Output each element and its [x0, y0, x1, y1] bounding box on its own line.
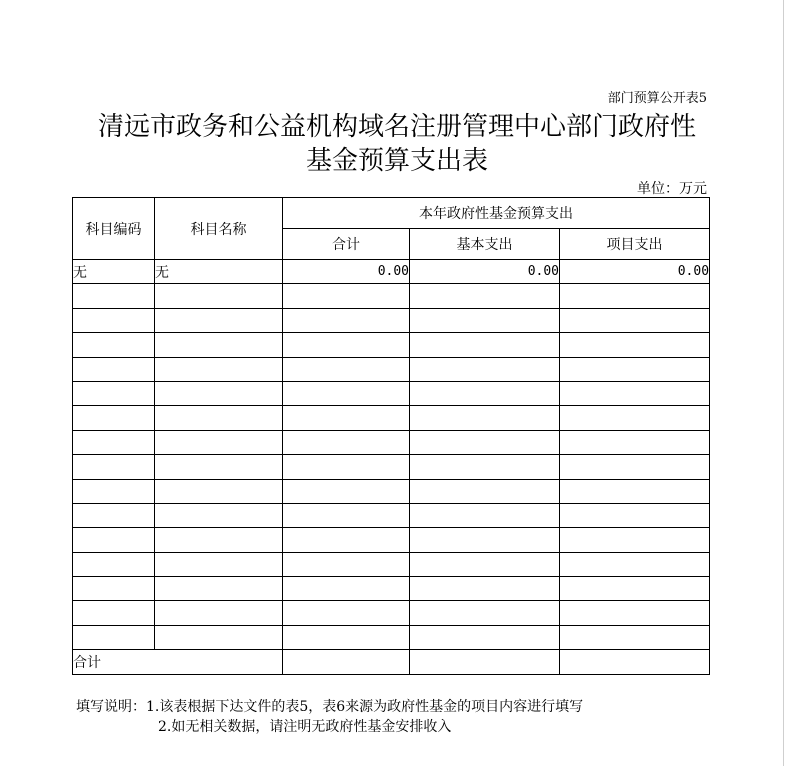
empty-row: [73, 528, 710, 552]
table-row: [73, 260, 710, 284]
empty-row: [73, 601, 710, 625]
title-line-1: 清远市政务和公益机构域名注册管理中心部门政府性: [97, 112, 696, 142]
cell-basic: 0.00: [410, 260, 560, 284]
empty-row: [73, 479, 710, 503]
unit-label: 单位：万元: [637, 181, 707, 197]
empty-row: [73, 577, 710, 601]
cell-project: 0.00: [560, 260, 710, 284]
header-group: 本年政府性基金预算支出: [283, 198, 710, 229]
header-basic: 基本支出: [410, 229, 560, 260]
empty-row: [73, 430, 710, 454]
cell-code: 无: [73, 260, 155, 284]
header-project: 项目支出: [560, 229, 710, 260]
total-cell-basic: [410, 650, 560, 674]
notes-line-2: [76, 717, 583, 737]
page-title: [0, 110, 794, 178]
notes-text-1: 1.该表根据下达文件的表5，表6来源为政府性基金的项目内容进行填写: [146, 699, 584, 715]
empty-row: [73, 381, 710, 405]
total-cell-total: [283, 650, 410, 674]
cell-total: 0.00: [283, 260, 410, 284]
empty-row: [73, 357, 710, 381]
header-subject-code: 科目编码: [73, 198, 155, 260]
notes-text-2: 2.如无相关数据，请注明无政府性基金安排收入: [158, 719, 452, 735]
budget-table: [72, 197, 710, 675]
total-cell-project: [560, 650, 710, 674]
total-label: 合计: [73, 650, 283, 674]
notes-label: 填写说明：: [76, 699, 146, 715]
form-number: 部门预算公开表5: [607, 91, 707, 106]
empty-row: [73, 455, 710, 479]
empty-row: [73, 333, 710, 357]
fill-notes: [76, 697, 583, 737]
title-line-2: 基金预算支出表: [305, 146, 488, 176]
empty-row: [73, 503, 710, 527]
empty-row: [73, 625, 710, 649]
empty-row: [73, 284, 710, 308]
empty-row: [73, 308, 710, 332]
total-row: [73, 650, 710, 674]
header-total: 合计: [283, 229, 410, 260]
cell-name: 无: [155, 260, 283, 284]
empty-row: [73, 406, 710, 430]
empty-row: [73, 552, 710, 576]
notes-line-1: [76, 697, 583, 717]
header-subject-name: 科目名称: [155, 198, 283, 260]
